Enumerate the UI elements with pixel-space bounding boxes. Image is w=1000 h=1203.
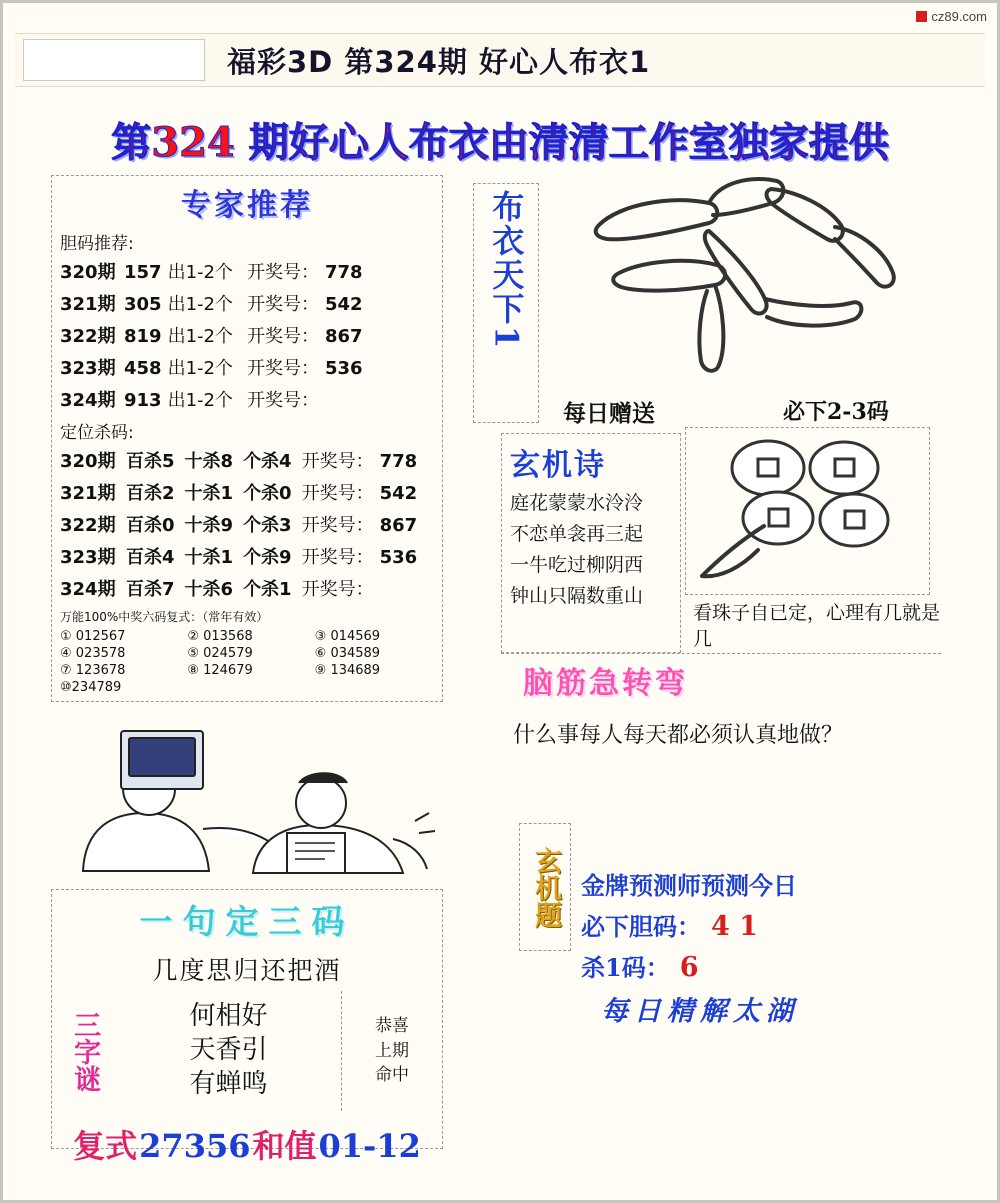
row-open-label: 开奖号： (301, 579, 374, 600)
list-item: ⑥ 034589 (314, 646, 381, 661)
daily-gift-label: 每日赠送 (563, 400, 655, 427)
table-row (52, 540, 442, 572)
row-issue: 324期 (60, 390, 116, 411)
row-issue: 322期 (60, 326, 116, 347)
list-item: 一牛吃过柳阴西 (510, 554, 644, 576)
table-row (52, 508, 442, 540)
watermark-text: cz89.com (931, 9, 987, 24)
row-bai: 百杀4 (126, 547, 175, 568)
row-open-label: 开奖号： (246, 390, 319, 411)
row-open-label: 开奖号： (301, 547, 374, 568)
table-row (52, 444, 442, 476)
congrats-line: 上期 (375, 1040, 409, 1061)
list-item: 庭花蒙蒙水泠泠 (510, 492, 644, 514)
vertical-brand-text: 布衣天下1 (487, 190, 526, 351)
kill-one-label: 杀1码： (581, 953, 670, 982)
must-play-label: 必下2-3码 (783, 399, 889, 425)
list-item: 有蝉鸣 (189, 1068, 268, 1099)
kill-one-line (581, 945, 939, 986)
must-dan-number: 4 1 (711, 911, 758, 942)
three-code-poem: 几度思归还把酒 (152, 956, 342, 985)
row-code: 157 (124, 262, 162, 283)
row-open-label: 开奖号： (246, 294, 319, 315)
congrats-badge (341, 991, 442, 1111)
kill-one-number: 6 (679, 952, 699, 983)
must-dan-label: 必下胆码： (581, 912, 701, 941)
xuanji-ti-vertical-text: 玄机题 (530, 846, 562, 928)
fushi-label: 万能100%中奖六码复式：（常年有效） (60, 610, 269, 624)
list-item: ② 013568 (187, 629, 253, 644)
logo-placeholder (23, 39, 205, 81)
watermark-square-icon (916, 11, 927, 22)
row-out: 出1-2个 (167, 390, 233, 411)
xuanji-title: 玄机诗 (510, 448, 606, 483)
row-shi: 十杀9 (184, 515, 234, 536)
row-result: 536 (379, 547, 418, 568)
row-shi: 十杀6 (184, 579, 234, 600)
list-item: ④ 023578 (60, 646, 126, 661)
row-ge: 个杀9 (243, 547, 292, 568)
three-char-riddle-vertical-text: 三字谜 (69, 1010, 101, 1092)
must-dan-line (581, 904, 939, 945)
row-result: 778 (324, 262, 363, 283)
row-issue: 320期 (60, 262, 116, 283)
page-title: 福彩3D 第324期 好心人布衣1 (227, 44, 651, 79)
row-out: 出1-2个 (167, 326, 233, 347)
brain-teaser-question: 什么事每人每天都必须认真地做？ (513, 723, 844, 748)
row-open-label: 开奖号： (246, 358, 319, 379)
xuanji-poem-panel (501, 433, 681, 653)
coin-note-text: 看珠子自已定，心理有几就是几 (693, 602, 941, 650)
table-row (52, 319, 442, 351)
row-open-label: 开奖号： (301, 451, 374, 472)
row-shi: 十杀1 (184, 483, 234, 504)
dan-code-label: 胆码推荐: (60, 234, 134, 254)
three-char-answers (116, 991, 341, 1111)
cartoon-illustration (63, 721, 443, 881)
list-item: ① 012567 (60, 629, 126, 644)
row-code: 819 (124, 326, 162, 347)
row-result: 867 (379, 515, 418, 536)
vertical-brand-title (473, 183, 539, 423)
row-issue: 323期 (60, 358, 116, 379)
three-code-body (52, 991, 442, 1111)
row-result: 778 (379, 451, 418, 472)
row-bai: 百杀5 (126, 451, 175, 472)
bottom-summary (51, 1121, 443, 1167)
list-item: ⑦ 123678 (60, 663, 126, 678)
list-item: ⑤ 024579 (187, 646, 253, 661)
row-issue: 321期 (60, 294, 116, 315)
site-watermark (916, 9, 987, 24)
row-ge: 个杀0 (243, 483, 292, 504)
row-issue: 324期 (60, 579, 116, 600)
row-ge: 个杀4 (243, 451, 292, 472)
divider (501, 653, 941, 654)
row-bai: 百杀2 (126, 483, 175, 504)
three-char-riddle-label (52, 991, 116, 1111)
row-code: 458 (124, 358, 162, 379)
table-row (52, 572, 442, 604)
row-issue: 323期 (60, 547, 116, 568)
daily-analysis-footer: 每日精解太湖 (601, 996, 799, 1027)
row-out: 出1-2个 (167, 294, 233, 315)
table-row (52, 255, 442, 287)
hezhi-label: 和值 (252, 1127, 317, 1165)
row-issue: 322期 (60, 515, 116, 536)
lucky-symbol-illustration (559, 165, 989, 395)
xuanji-ti-body (581, 863, 939, 986)
list-item: ③ 014569 (314, 629, 381, 644)
fushi-number: 27356 (139, 1127, 251, 1165)
three-code-panel (51, 889, 443, 1149)
row-issue: 321期 (60, 483, 116, 504)
row-result: 867 (324, 326, 363, 347)
brain-teaser-title: 脑筋急转弯 (523, 666, 688, 701)
list-item: ⑩234789 (60, 680, 122, 695)
row-result: 536 (324, 358, 363, 379)
list-item: 天香引 (189, 1035, 268, 1066)
row-open-label: 开奖号： (246, 326, 319, 347)
row-open-label: 开奖号： (301, 483, 374, 504)
row-result: 542 (379, 483, 418, 504)
congrats-line: 命中 (375, 1065, 409, 1086)
row-out: 出1-2个 (167, 358, 233, 379)
row-open-label: 开奖号： (301, 515, 374, 536)
list-item: ⑧ 124679 (187, 663, 253, 678)
three-code-title: 一句定三码 (139, 902, 355, 941)
list-item: ⑨ 134689 (314, 663, 381, 678)
page-header (15, 33, 985, 87)
expert-panel (51, 175, 443, 702)
kill-code-label: 定位杀码: (60, 423, 134, 443)
table-row (52, 287, 442, 319)
hezhi-number: 01-12 (318, 1127, 421, 1165)
row-bai: 百杀7 (126, 579, 175, 600)
fushi-code-grid (52, 627, 442, 701)
table-row (52, 351, 442, 383)
row-code: 913 (124, 390, 162, 411)
row-ge: 个杀1 (243, 579, 292, 600)
row-shi: 十杀8 (184, 451, 234, 472)
list-item: 何相好 (189, 1001, 268, 1032)
row-bai: 百杀0 (126, 515, 175, 536)
row-issue: 320期 (60, 451, 116, 472)
list-item: 不恋单衾再三起 (510, 523, 644, 545)
row-code: 305 (124, 294, 162, 315)
list-item: 钟山只隔数重山 (510, 585, 644, 607)
congrats-line: 恭喜 (375, 1016, 409, 1037)
table-row (52, 383, 442, 415)
row-open-label: 开奖号： (246, 262, 319, 283)
headline-banner: 第324 期好心人布衣由清清工作室独家提供 (111, 119, 889, 166)
expert-title: 专家推荐 (181, 188, 313, 223)
predictor-line: 金牌预测师预测今日 (581, 871, 797, 900)
table-row (52, 476, 442, 508)
xuanji-ti-vertical-label (519, 823, 571, 951)
row-result: 542 (324, 294, 363, 315)
row-shi: 十杀1 (184, 547, 234, 568)
coin-illustration-box (685, 427, 930, 595)
fushi-label-bottom: 复式 (73, 1127, 138, 1165)
row-ge: 个杀3 (243, 515, 292, 536)
row-out: 出1-2个 (167, 262, 233, 283)
